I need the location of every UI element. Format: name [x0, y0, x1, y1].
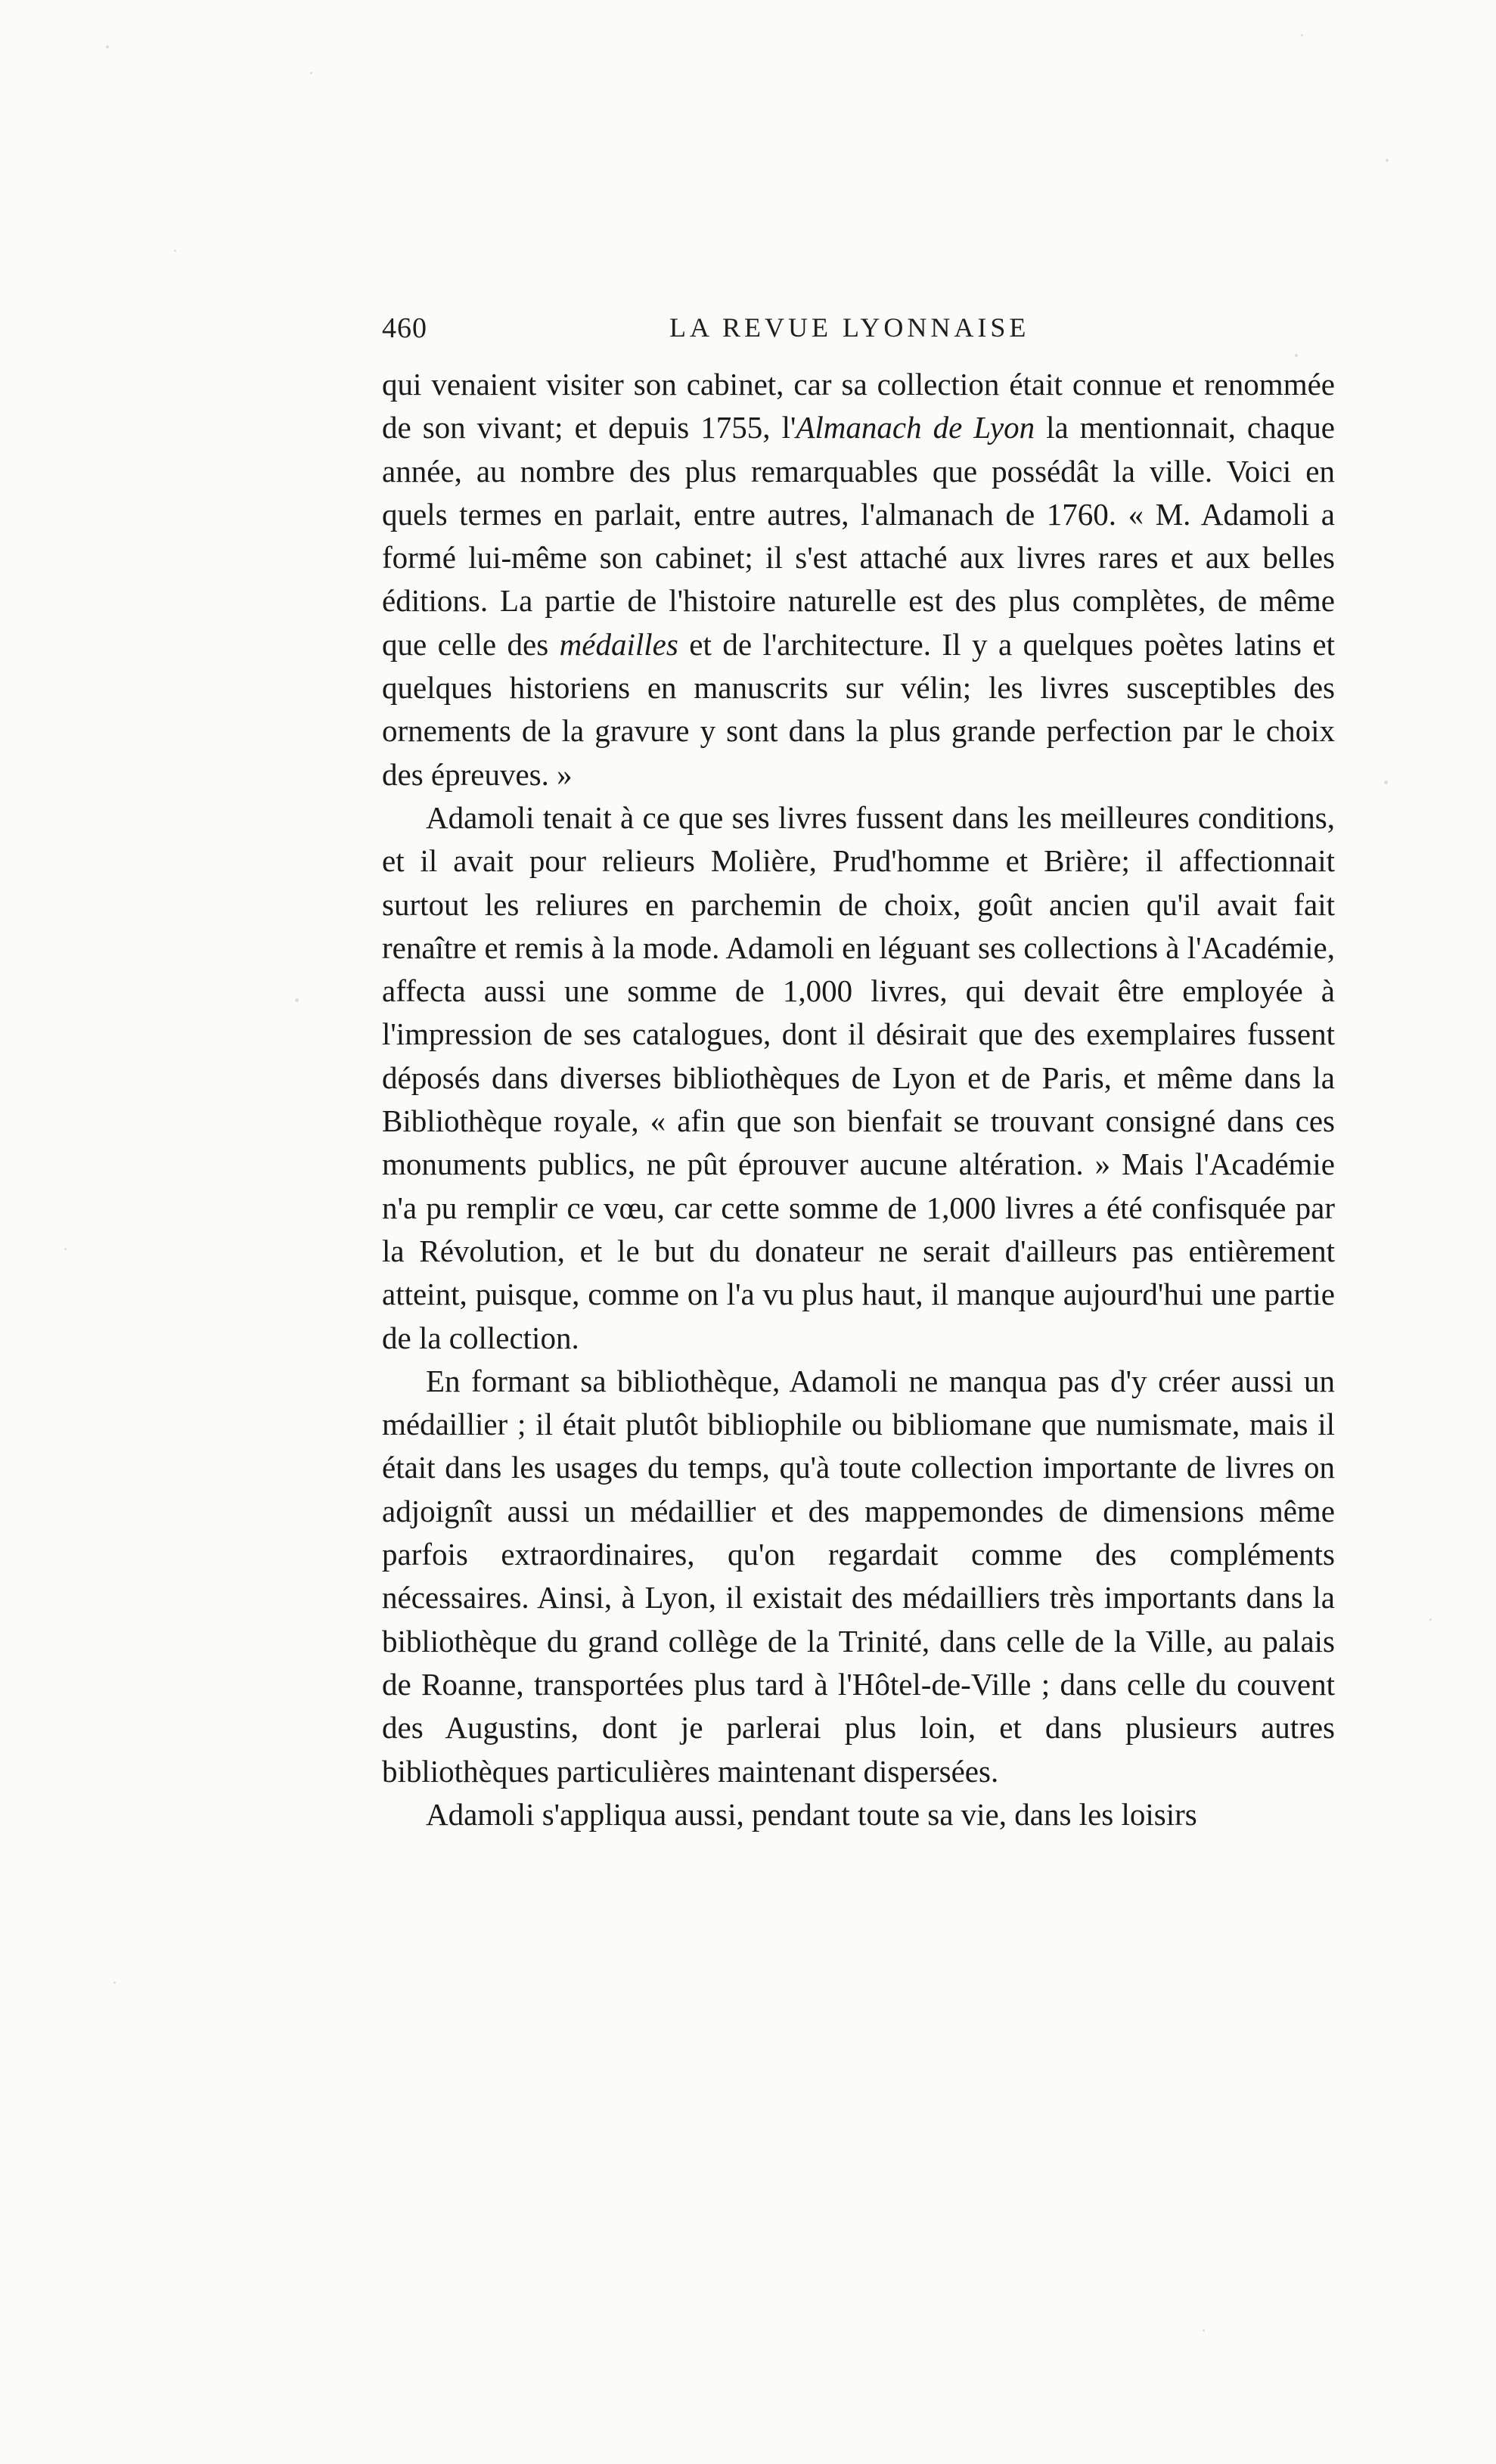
paper-speckle — [113, 1981, 116, 1984]
paragraph: Adamoli s'appliqua aussi, pendant toute sa vie, dans les loisirs — [426, 1796, 1197, 1832]
paper-speckle — [1301, 34, 1303, 36]
page-header — [382, 312, 1335, 349]
paragraph-text-segment: la mentionnait, chaque année, au nombre des plus remarquables que possédât la ville. Voici en quels termes en parlait, entre autres, l'almanach de 1760. « M. Adamoli a formé lui-même son cabinet; il s'est attaché aux livres rares et aux belles éditions. La partie de l'histoire naturelle est des plus complètes, de même que celle des — [382, 410, 1336, 662]
paper-speckle — [1384, 780, 1388, 784]
page-number: 460 — [382, 312, 427, 344]
emphasized-word: médailles — [559, 626, 678, 662]
paragraph-text-segment: qui venaient visiter son cabinet, car sa collection était connue et renommée de son vivant; et depuis 1755, l' — [382, 367, 1335, 445]
paragraph-text-segment: et de l'architecture. Il y a quelques poètes latins et quelques historiens en manuscrits sur vélin; les livres susceptibles des ornements de la gravure y sont dans la plus grande perfection par le choix des épreuves. » — [382, 626, 1335, 792]
paper-speckle — [295, 998, 299, 1002]
paper-speckle — [1429, 1618, 1432, 1621]
paper-speckle — [106, 45, 109, 48]
paper-speckle — [1203, 2329, 1205, 2332]
paper-speckle — [64, 1248, 67, 1250]
paragraph: En formant sa bibliothèque, Adamoli ne manqua pas d'y créer aussi un médaillier ; il était plutôt bibliophile ou bibliomane que numismate, mais il était dans les usages du temps, qu'à toute collection importante de livres on adjoignît aussi un médaillier et des mappemondes de dimensions même parfois extraordinaires, qu'on regardait comme des compléments nécessaires. Ainsi, à Lyon, il existait des médailliers très importants dans la bibliothèque du grand collège de la Trinité, dans celle de la Ville, au palais de Roanne, transportées plus tard à l'Hôtel-de-Ville ; dans celle du couvent des Augustins, dont je parlerai plus loin, et dans plusieurs autres bibliothèques particulières maintenant dispersées. — [382, 1363, 1335, 1789]
paragraph: Adamoli tenait à ce que ses livres fussent dans les meilleures conditions, et il avait pour relieurs Molière, Prud'homme et Brière; il affectionnait surtout les reliures en parchemin de choix, goût ancien qu'il avait fait renaître et remis à la mode. Adamoli en léguant ses collections à l'Académie, affecta aussi une somme de 1,000 livres, qui devait être employée à l'impression de ses catalogues, dont il désirait que des exemplaires fussent déposés dans diverses bibliothèques de Lyon et de Paris, et même dans la Bibliothèque royale, « afin que son bienfait se trouvant consigné dans ces monuments publics, ne pût éprouver aucune altération. » Mais l'Académie n'a pu remplir ce vœu, car cette somme de 1,000 livres a été confisquée par la Révolution, et le but du donateur ne serait d'ailleurs pas entièrement atteint, puisque, comme on l'a vu plus haut, il manque aujourd'hui une partie de la collection. — [382, 799, 1335, 1355]
running-title: LA REVUE LYONNAISE — [669, 312, 1030, 343]
publication-title: Almanach de Lyon — [796, 410, 1035, 445]
body-text — [382, 363, 1335, 1836]
paragraph-continued — [382, 363, 1335, 796]
paper-speckle — [310, 72, 312, 74]
paper-speckle — [174, 250, 176, 252]
paper-speckle — [1386, 159, 1389, 162]
paper-speckle — [1295, 354, 1298, 357]
